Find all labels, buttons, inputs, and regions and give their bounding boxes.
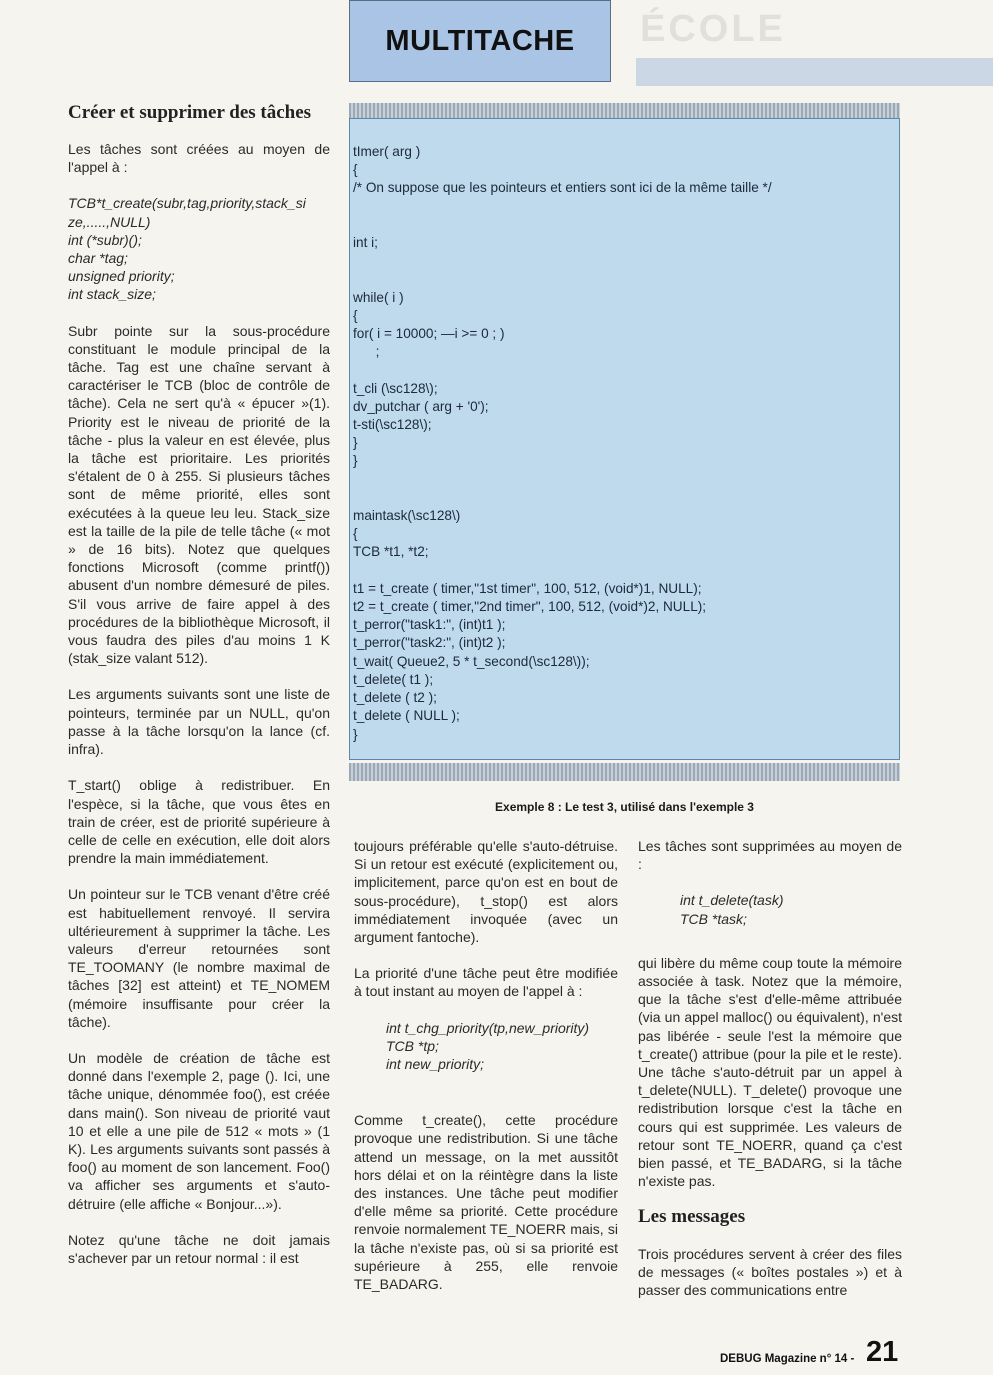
- paragraph: Notez qu'une tâche ne doit jamais s'achever par un retour normal : il est: [68, 1231, 330, 1266]
- proto-line: unsigned priority;: [68, 268, 175, 285]
- paragraph: Les tâches sont supprimées au moyen de :: [638, 838, 902, 873]
- magazine-name: DEBUG Magazine n° 14 -: [720, 1353, 855, 1365]
- paragraph: toujours préférable qu'elle s'auto-détruise. Si un retour est exécuté (explicitement ou, implicitement, parce qu'on est en bout de sous-procédure), t_stop() est alors immédiatement invoquée (avec un argument fantoche).: [354, 838, 618, 946]
- code-line: t_delete ( t2 );: [353, 690, 437, 706]
- section-title: MULTITACHE: [385, 24, 575, 57]
- code-line: TCB *t1, *t2;: [353, 544, 429, 560]
- paragraph: Comme t_create(), cette procédure provoque une redistribution. Si une tâche attend un message, on la met aussitôt hors délai et on la réintègre dans la liste des instances. Une tâche peut modifier d'elle même sa priorité. Cette procédure renvoie normalement TE_NOERR mais, si la tâche n'existe pas, où si sa priorité est supérieure à 255, elle renvoie TE_BADARG.: [354, 1112, 618, 1293]
- code-line: [353, 216, 772, 234]
- proto-line: int new_priority;: [386, 1056, 485, 1073]
- code-line: }: [353, 726, 358, 742]
- code-line: tImer( arg ): [353, 144, 421, 159]
- code-line: t_perror("task2:", (int)t2 );: [353, 635, 506, 651]
- code-line: {: [353, 526, 358, 542]
- code-line: [353, 489, 772, 507]
- code-line: t_perror("task1:", (int)t1 );: [353, 617, 506, 633]
- code-line: maintask(\sc128\): [353, 508, 461, 524]
- code-line: [353, 361, 772, 379]
- proto-line: TCB *tp;: [386, 1037, 439, 1054]
- code-line: [353, 252, 772, 270]
- proto-line: int (*subr)();: [68, 231, 142, 248]
- code-line: int i;: [353, 235, 378, 251]
- code-lines: [353, 143, 772, 744]
- code-line: t2 = t_create ( timer,"2nd timer", 100, 512, (void*)2, NULL);: [353, 599, 707, 615]
- proto-line: int t_chg_priority(tp,new_priority): [386, 1019, 590, 1036]
- page-number: 21: [866, 1336, 899, 1368]
- proto-line: int stack_size;: [68, 286, 156, 303]
- code-listing: [349, 118, 900, 760]
- code-line: [353, 471, 772, 489]
- proto-line: TCB *task;: [680, 910, 747, 927]
- paragraph: Un pointeur sur le TCB venant d'être créé est habituellement renvoyé. Il servira ultérieurement à supprimer la tâche. Les valeurs d'erreur retournées sont TE_TOOMANY (le nombre maximal de tâches [32] est atteint) et TE_NOMEM (mémoire insuffisante pour créer la tâche).: [68, 886, 330, 1030]
- code-line: {: [353, 162, 358, 178]
- code-line: [353, 270, 772, 288]
- section-banner: [349, 0, 611, 82]
- paragraph: Un modèle de création de tâche est donné dans l'exemple 2, page (). Ici, une tâche unique, dénommée foo(), est créée dans main(). Son niveau de priorité vaut 10 et elle a une pile de 512 « mots » (1 K). Les arguments suivants sont passés à foo() au moment de son lancement. Foo() va afficher ses arguments et s'auto-détruire (elle affiche « Bonjour...»).: [68, 1049, 330, 1212]
- code-line: ;: [353, 344, 380, 360]
- code-line: }: [353, 435, 358, 451]
- listing-caption: Exemple 8 : Le test 3, utilisé dans l'exemple 3: [495, 800, 754, 814]
- code-line: t1 = t_create ( timer,"1st timer", 100, 512, (void*)1, NULL);: [353, 580, 702, 596]
- article-title: Créer et supprimer des tâches: [68, 102, 312, 123]
- prototype-create: [68, 194, 330, 303]
- code-line: while( i ): [353, 289, 404, 305]
- code-line: for( i = 10000; —i >= 0 ; ): [353, 326, 505, 342]
- ghost-bar: [636, 58, 993, 86]
- code-line: }: [353, 453, 358, 469]
- prototype-chg-priority: [372, 1019, 618, 1074]
- code-line: [353, 562, 772, 580]
- code-line: t_delete ( NULL );: [353, 708, 460, 724]
- code-line: dv_putchar ( arg + '0');: [353, 398, 489, 414]
- paragraph: Les arguments suivants sont une liste de pointeurs, terminée par un NULL, qu'on passe à la tâche lorsqu'on la lance (cf. infra).: [68, 686, 330, 758]
- code-line: t_cli (\sc128\);: [353, 380, 438, 396]
- paragraph: Subr pointe sur la sous-procédure constituant le module principal de la tâche. Tag est une chaîne servant à caractériser le TCB (bloc de contrôle de tâche). Cela ne sert qu'à « épucer »(1). Priority est le niveau de priorité de la tâche - plus la valeur en est élevée, plus la tâche est prioritaire. Les priorités s'étalent de 0 à 255. Si plusieurs tâches sont de même priorité, elles sont exécutées à la queue leu leu. Stack_size est la taille de la pile de telle tâche (« mot » de 16 bits). Notez que quelques fonctions Microsoft (comme printf()) abusent d'un nombre démesuré de piles. S'il vous arrive de faire appel à des procédures de la bibliothèque Microsoft, il vous faudra des piles d'au moins 1 K (stak_size valant 512).: [68, 322, 330, 667]
- proto-line: TCB*t_create(subr,tag,priority,stack_si: [68, 195, 306, 212]
- proto-line: char *tag;: [68, 250, 128, 267]
- section-heading: Les messages: [638, 1206, 746, 1228]
- proto-line: int t_delete(task): [680, 892, 784, 909]
- code-line: t_delete( t1 );: [353, 671, 434, 687]
- paragraph: qui libère du même coup toute la mémoire associée à task. Notez que la mémoire, que la tâche s'est d'elle-même attribuée (via un appel malloc() ou équivalent), n'est pas libérée - seule l'est la mémoire que t_create() attribue (pour la pile et le reste). Une tâche s'auto-détruit par un appel à t_delete(NULL). T_delete() provoque une redistribution lorsque c'est la tâche en cours qui est supprimée. Les valeurs de retour sont TE_NOERR, quand ça c'est bien passé, et TE_BADARG, si la tâche n'existe pas.: [638, 954, 902, 1190]
- code-line: /* On suppose que les pointeurs et entiers sont ici de la même taille */: [353, 180, 772, 196]
- code-line: t-sti(\sc128\);: [353, 417, 432, 433]
- prototype-delete: [680, 891, 902, 927]
- code-line: [353, 198, 772, 216]
- paragraph: La priorité d'une tâche peut être modifiée à tout instant au moyen de l'appel à :: [354, 965, 618, 1000]
- proto-line: ze,.....,NULL): [68, 213, 151, 230]
- column-3: [638, 837, 902, 1317]
- code-line: {: [353, 307, 358, 323]
- code-line: t_wait( Queue2, 5 * t_second(\sc128\));: [353, 653, 590, 669]
- paragraph: T_start() oblige à redistribuer. En l'espèce, si la tâche, que vous êtes en train de créer, est de priorité supérieure à celle de celle en exécution, elle doit alors prendre la main immédiatement.: [68, 777, 330, 867]
- column-2: [354, 837, 618, 1311]
- paragraph: Les tâches sont créées au moyen de l'appel à :: [68, 141, 330, 176]
- listing-bottom-stripe: [349, 763, 900, 781]
- ghost-heading: ÉCOLE: [640, 8, 786, 50]
- paragraph: Trois procédures servent à créer des files de messages (« boîtes postales ») et à passer des communications entre: [638, 1245, 902, 1299]
- column-1: [68, 140, 330, 1285]
